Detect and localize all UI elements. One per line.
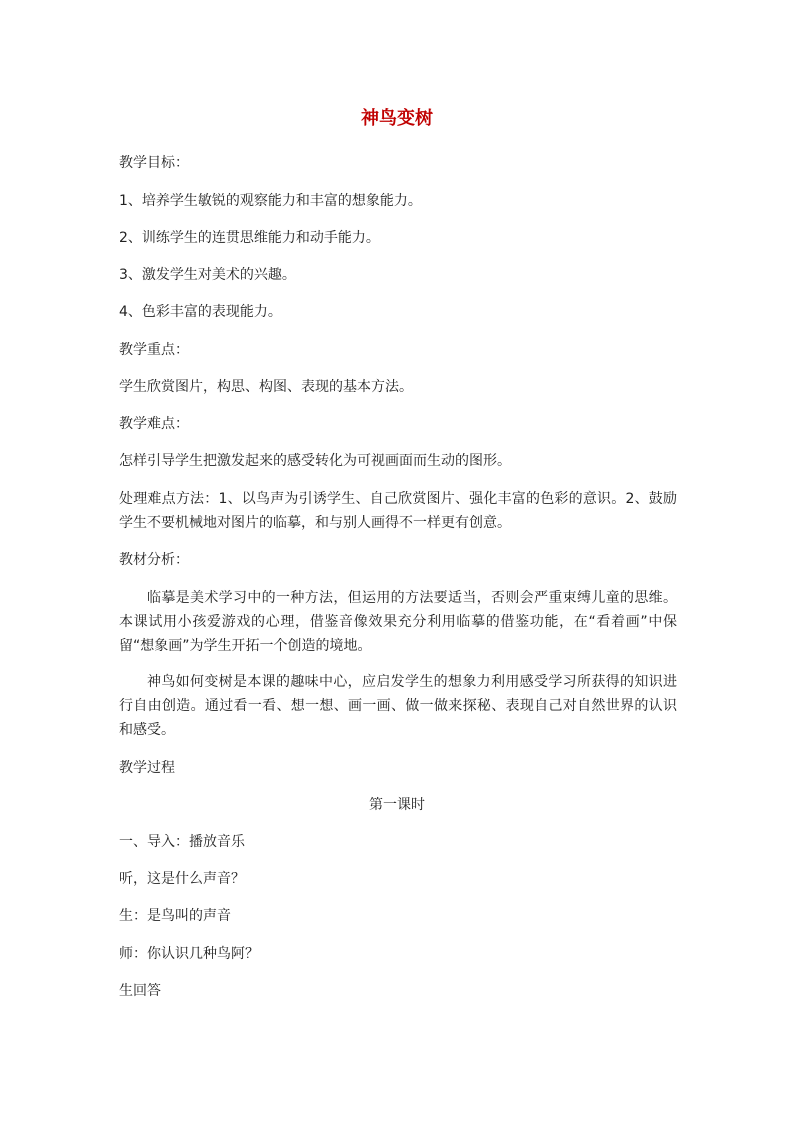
analysis-paragraph-2: 神鸟如何变树是本课的趣味中心，应启发学生的想象力利用感受学习所获得的知识进行自由创造。通过看一看、想一想、画一画、做一做来探秘、表现自己对自然世界的认识和感受。	[119, 674, 677, 738]
analysis-paragraph-1: 临摹是美术学习中的一种方法，但运用的方法要适当，否则会严重束缚儿童的思维。本课试用小孩爱游戏的心理，借鉴音像效果充分利用临摹的借鉴功能，在“看着画”中保留“想象画”为学生开拓一个创造的境地。	[119, 590, 677, 654]
objectives-heading: 教学目标：	[119, 155, 189, 171]
objective-item-1: 1、培养学生敏锐的观察能力和丰富的想象能力。	[119, 193, 422, 209]
difficulties-heading: 教学难点：	[119, 416, 189, 432]
process-line-1: 一、导入：播放音乐	[119, 834, 245, 850]
objective-item-2: 2、训练学生的连贯思维能力和动手能力。	[119, 230, 380, 246]
process-line-2: 听，这是什么声音？	[119, 871, 245, 887]
objective-item-3: 3、激发学生对美术的兴趣。	[119, 267, 296, 283]
process-line-5: 生回答	[119, 983, 161, 999]
process-line-4: 师：你认识几种鸟阿？	[119, 946, 259, 962]
analysis-heading: 教材分析：	[119, 552, 189, 568]
key-points-text: 学生欣赏图片，构思、构图、表现的基本方法。	[119, 379, 413, 395]
document-title: 神鸟变树	[361, 108, 433, 129]
key-points-heading: 教学重点：	[119, 342, 189, 358]
objective-item-4: 4、色彩丰富的表现能力。	[119, 304, 282, 320]
difficulties-method: 处理难点方法：1、以鸟声为引诱学生、自己欣赏图片、强化丰富的色彩的意识。2、鼓励学生不要机械地对图片的临摹，和与别人画得不一样更有创意。	[119, 491, 677, 531]
lesson-label: 第一课时	[369, 797, 425, 813]
process-heading: 教学过程	[119, 760, 175, 776]
process-line-3: 生：是鸟叫的声音	[119, 908, 231, 924]
difficulties-text: 怎样引导学生把激发起来的感受转化为可视画面而生动的图形。	[119, 453, 511, 469]
